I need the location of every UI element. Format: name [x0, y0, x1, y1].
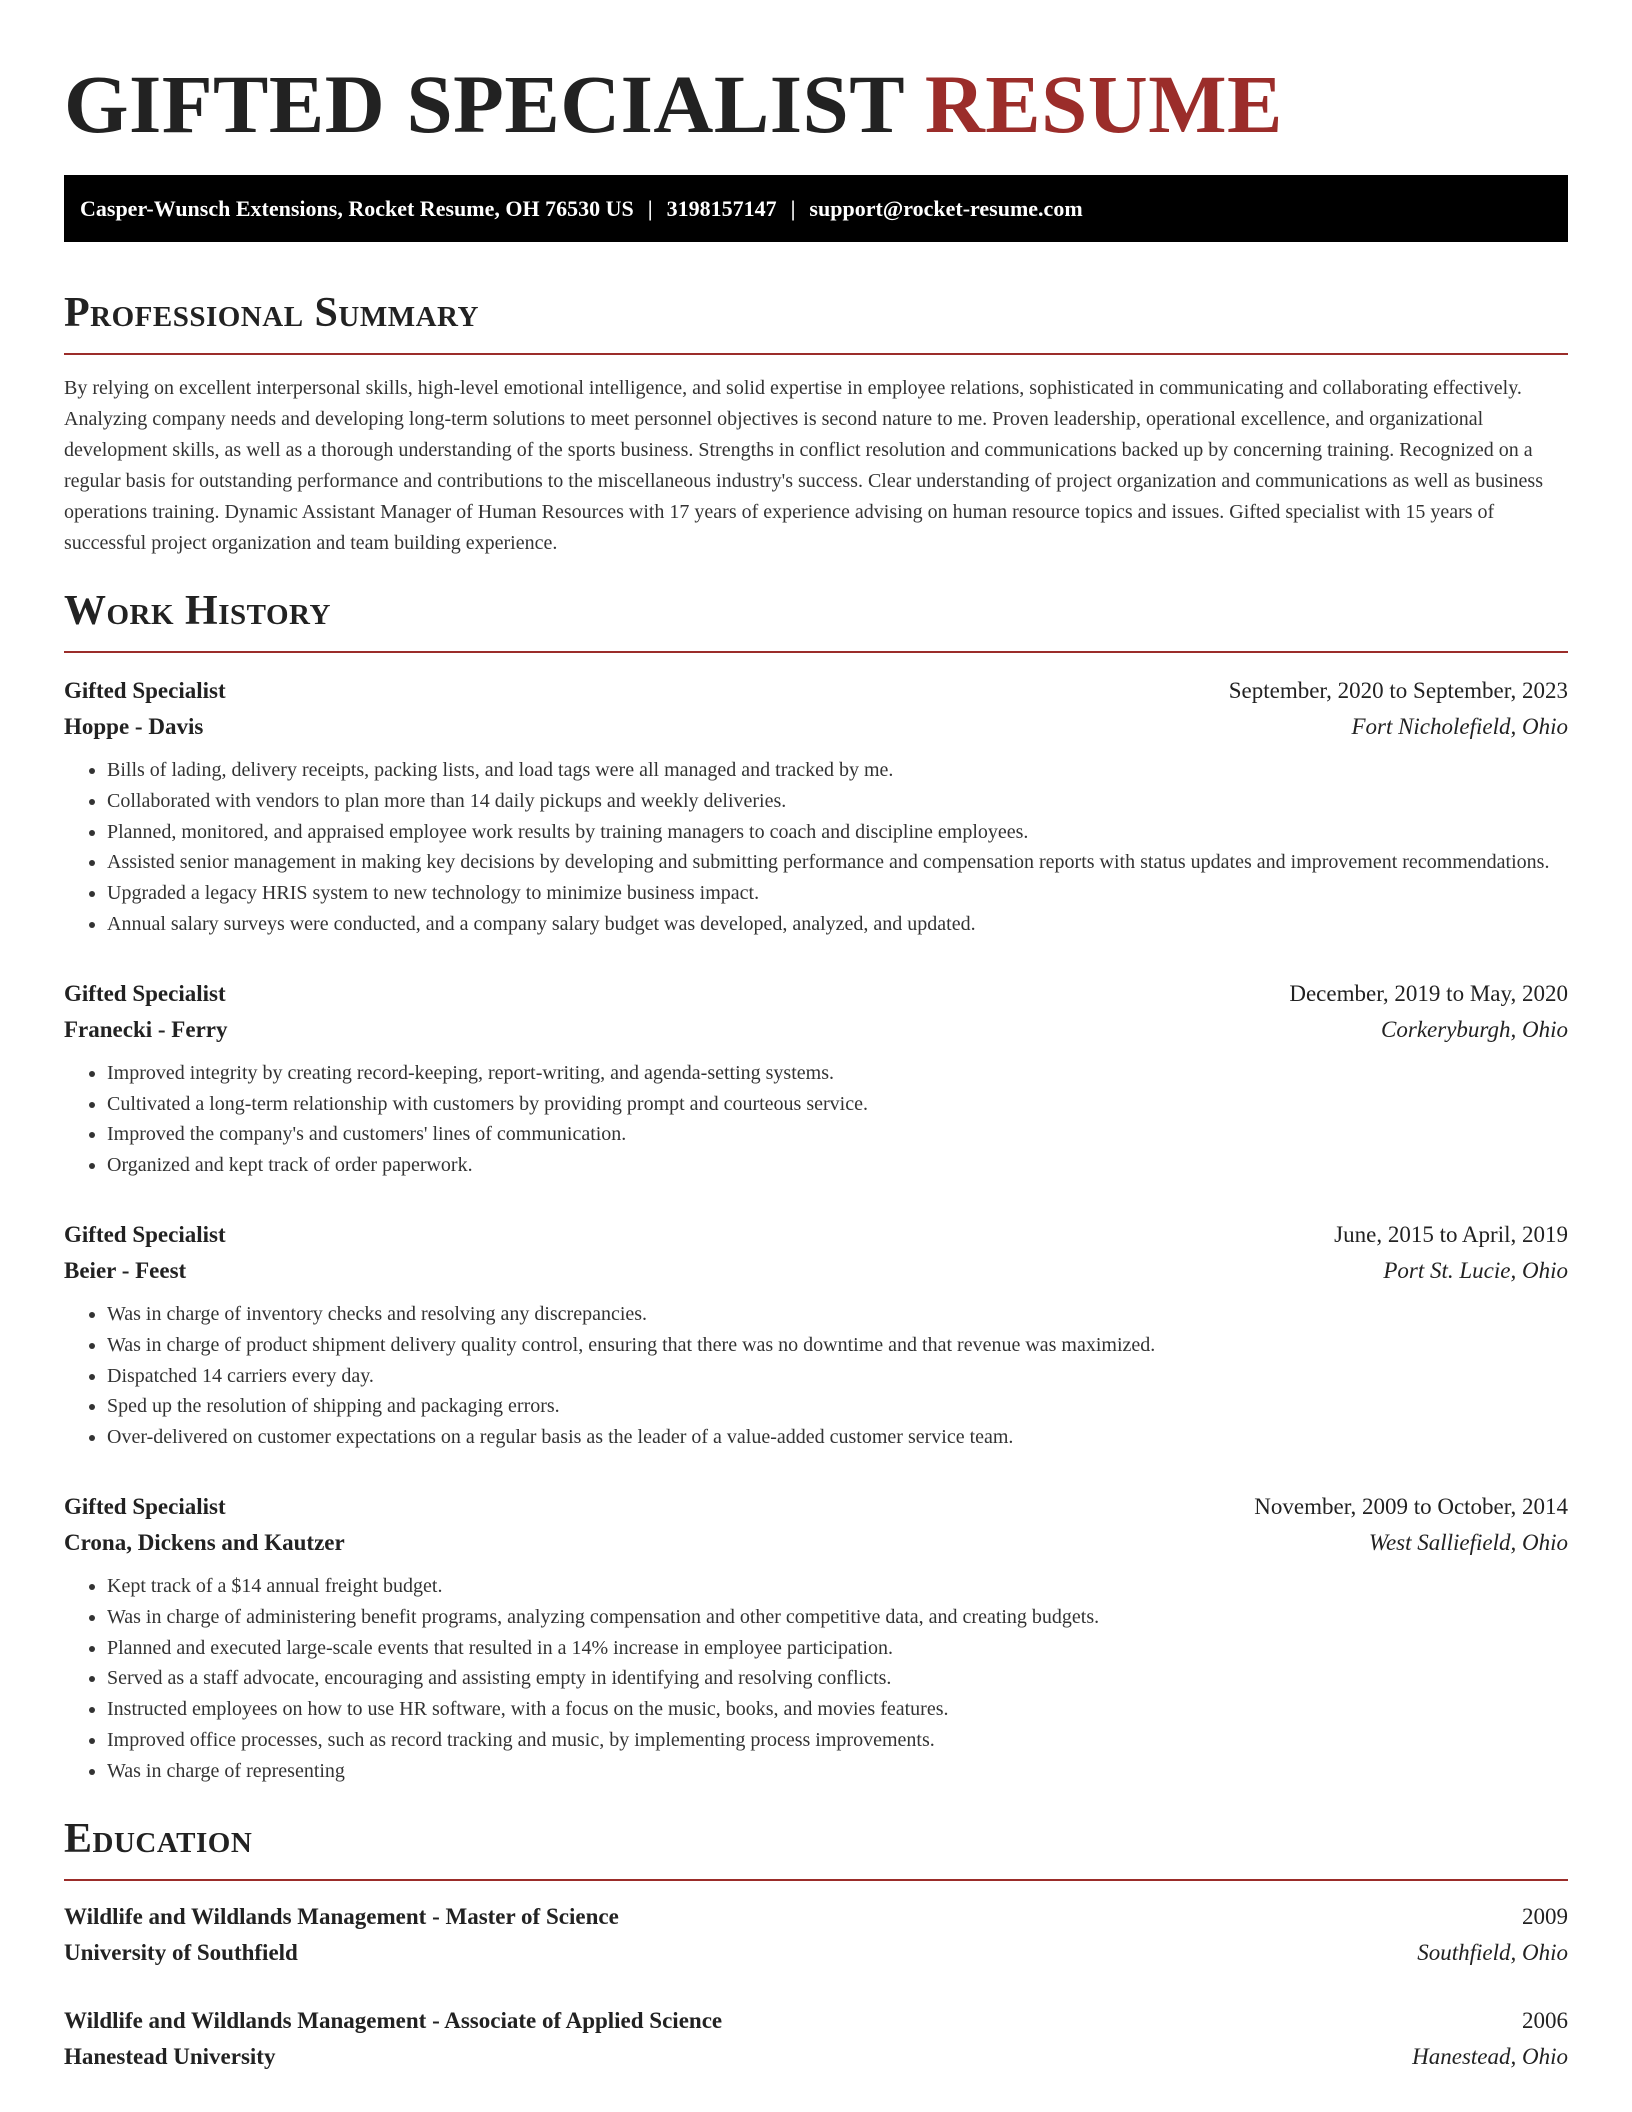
education-degree: Wildlife and Wildlands Management - Master of Science — [64, 1903, 619, 1929]
job-entry — [64, 1217, 1568, 1453]
job-title: Gifted Specialist — [64, 1493, 226, 1519]
job-bullet: • Planned, monitored, and appraised employee work results by training managers to coach and discipline employees. — [107, 817, 1568, 848]
job-company: Franecki - Ferry — [64, 1016, 228, 1042]
job-dates: November, 2009 to October, 2014 — [1254, 1493, 1568, 1519]
job-bullet: • Annual salary surveys were conducted, and a company salary budget was developed, analyzed, and updated. — [107, 909, 1568, 940]
education-school-row — [64, 2039, 1568, 2075]
job-bullets — [64, 1299, 1568, 1453]
job-title-row — [64, 1489, 1568, 1525]
job-bullet: • Organized and kept track of order paperwork. — [107, 1150, 1568, 1181]
job-bullets — [64, 1571, 1568, 1787]
education-school: University of Southfield — [64, 1939, 298, 1965]
job-bullet: • Bills of lading, delivery receipts, packing lists, and load tags were all managed and tracked by me. — [107, 755, 1568, 786]
contact-separator: | — [790, 195, 796, 221]
job-company: Hoppe - Davis — [64, 714, 204, 739]
job-location: Fort Nicholefield, Ohio — [1351, 714, 1568, 739]
job-dates: December, 2019 to May, 2020 — [1289, 980, 1568, 1006]
education-school-row — [64, 1935, 1568, 1971]
summary-heading: Professional Summary — [64, 287, 1568, 355]
job-title-row — [64, 976, 1568, 1012]
education-heading: Education — [64, 1813, 1568, 1881]
job-bullet: • Over-delivered on customer expectations on a regular basis as the leader of a value-added customer service team. — [107, 1422, 1568, 1453]
education-location: Southfield, Ohio — [1417, 1939, 1568, 1965]
title-main: GIFTED SPECIALIST — [64, 58, 904, 150]
education-year: 2009 — [1522, 1903, 1568, 1929]
job-dates: September, 2020 to September, 2023 — [1228, 678, 1568, 703]
education-entry — [64, 1899, 1568, 1971]
title-accent: RESUME — [924, 58, 1283, 150]
job-location: West Salliefield, Ohio — [1368, 1529, 1568, 1555]
summary-text: By relying on excellent interpersonal skills, high-level emotional intelligence, and solid expertise in employee relations, sophisticated in communicating and collaborating effectively. Analyzing company needs and developing long-term solutions to meet personnel objectives is second nature to me. Proven leadership, operational excellence, and organizational development skills, as well as a thorough understanding of the sports business. Strengths in conflict resolution and communications backed up by concerning training. Recognized on a regular basis for outstanding performance and contributions to the miscellaneous industry's success. Clear understanding of project organization and communications as well as business operations training. Dynamic Assistant Manager of Human Resources with 17 years of experience advising on human resource topics and issues. Gifted specialist with 15 years of successful project organization and team building experience. — [64, 377, 1543, 554]
job-bullet: • Improved the company's and customers' lines of communication. — [107, 1119, 1568, 1150]
job-bullet: • Assisted senior management in making key decisions by developing and submitting performance and compensation reports with status updates and improvement recommendations. — [107, 847, 1568, 878]
job-title-row — [64, 673, 1568, 709]
contact-phone: 3198157147 — [666, 195, 777, 221]
contact-separator: | — [647, 195, 653, 221]
education-degree-row — [64, 2003, 1568, 2039]
job-company-row — [64, 1253, 1568, 1289]
job-bullets — [64, 1058, 1568, 1181]
job-bullet: • Cultivated a long-term relationship with customers by providing prompt and courteous service. — [107, 1089, 1568, 1120]
job-bullet: • Sped up the resolution of shipping and packaging errors. — [107, 1391, 1568, 1422]
job-entry — [64, 673, 1568, 940]
job-bullet: • Collaborated with vendors to plan more than 14 daily pickups and weekly deliveries. — [107, 786, 1568, 817]
job-bullet: • Dispatched 14 carriers every day. — [107, 1361, 1568, 1392]
education-degree: Wildlife and Wildlands Management - Associate of Applied Science — [64, 2007, 723, 2033]
job-company: Beier - Feest — [64, 1257, 187, 1283]
job-company-row — [64, 1525, 1568, 1561]
job-bullet: • Was in charge of product shipment delivery quality control, ensuring that there was no downtime and that revenue was maximized. — [107, 1330, 1568, 1361]
education-location: Hanestead, Ohio — [1412, 2043, 1568, 2069]
education-degree-row — [64, 1899, 1568, 1935]
job-title: Gifted Specialist — [64, 678, 226, 703]
education-entry — [64, 2003, 1568, 2075]
job-bullet: • Was in charge of representing — [107, 1756, 1568, 1787]
job-bullet: • Was in charge of inventory checks and resolving any discrepancies. — [107, 1299, 1568, 1330]
job-bullet: • Improved office processes, such as record tracking and music, by implementing process improvements. — [107, 1725, 1568, 1756]
job-entry — [64, 976, 1568, 1181]
job-title-row — [64, 1217, 1568, 1253]
job-location: Corkeryburgh, Ohio — [1381, 1016, 1568, 1042]
job-company: Crona, Dickens and Kautzer — [64, 1529, 345, 1555]
job-dates: June, 2015 to April, 2019 — [1334, 1221, 1568, 1247]
education-year: 2006 — [1522, 2007, 1568, 2033]
job-bullet: • Served as a staff advocate, encouraging and assisting empty in identifying and resolving conflicts. — [107, 1663, 1568, 1694]
job-bullet: • Planned and executed large-scale events that resulted in a 14% increase in employee participation. — [107, 1633, 1568, 1664]
education-school: Hanestead University — [64, 2043, 276, 2069]
resume-title — [64, 0, 1568, 150]
job-company-row — [64, 1012, 1568, 1048]
job-company-row — [64, 709, 1568, 745]
job-bullet: • Was in charge of administering benefit programs, analyzing compensation and other competitive data, and creating budgets. — [107, 1602, 1568, 1633]
job-entry — [64, 1489, 1568, 1787]
contact-email[interactable]: support@rocket-resume.com — [809, 195, 1083, 221]
job-title: Gifted Specialist — [64, 1221, 226, 1247]
job-bullet: • Improved integrity by creating record-keeping, report-writing, and agenda-setting systems. — [107, 1058, 1568, 1089]
job-title: Gifted Specialist — [64, 980, 226, 1006]
job-location: Port St. Lucie, Ohio — [1383, 1257, 1568, 1283]
job-bullets — [64, 755, 1568, 940]
work-history-heading: Work History — [64, 585, 1568, 653]
contact-address: Casper-Wunsch Extensions, Rocket Resume, OH 76530 US — [80, 195, 634, 221]
job-bullet: • Upgraded a legacy HRIS system to new technology to minimize business impact. — [107, 878, 1568, 909]
contact-bar — [64, 175, 1568, 242]
job-bullet: • Instructed employees on how to use HR software, with a focus on the music, books, and movies features. — [107, 1694, 1568, 1725]
job-bullet: • Kept track of a $14 annual freight budget. — [107, 1571, 1568, 1602]
